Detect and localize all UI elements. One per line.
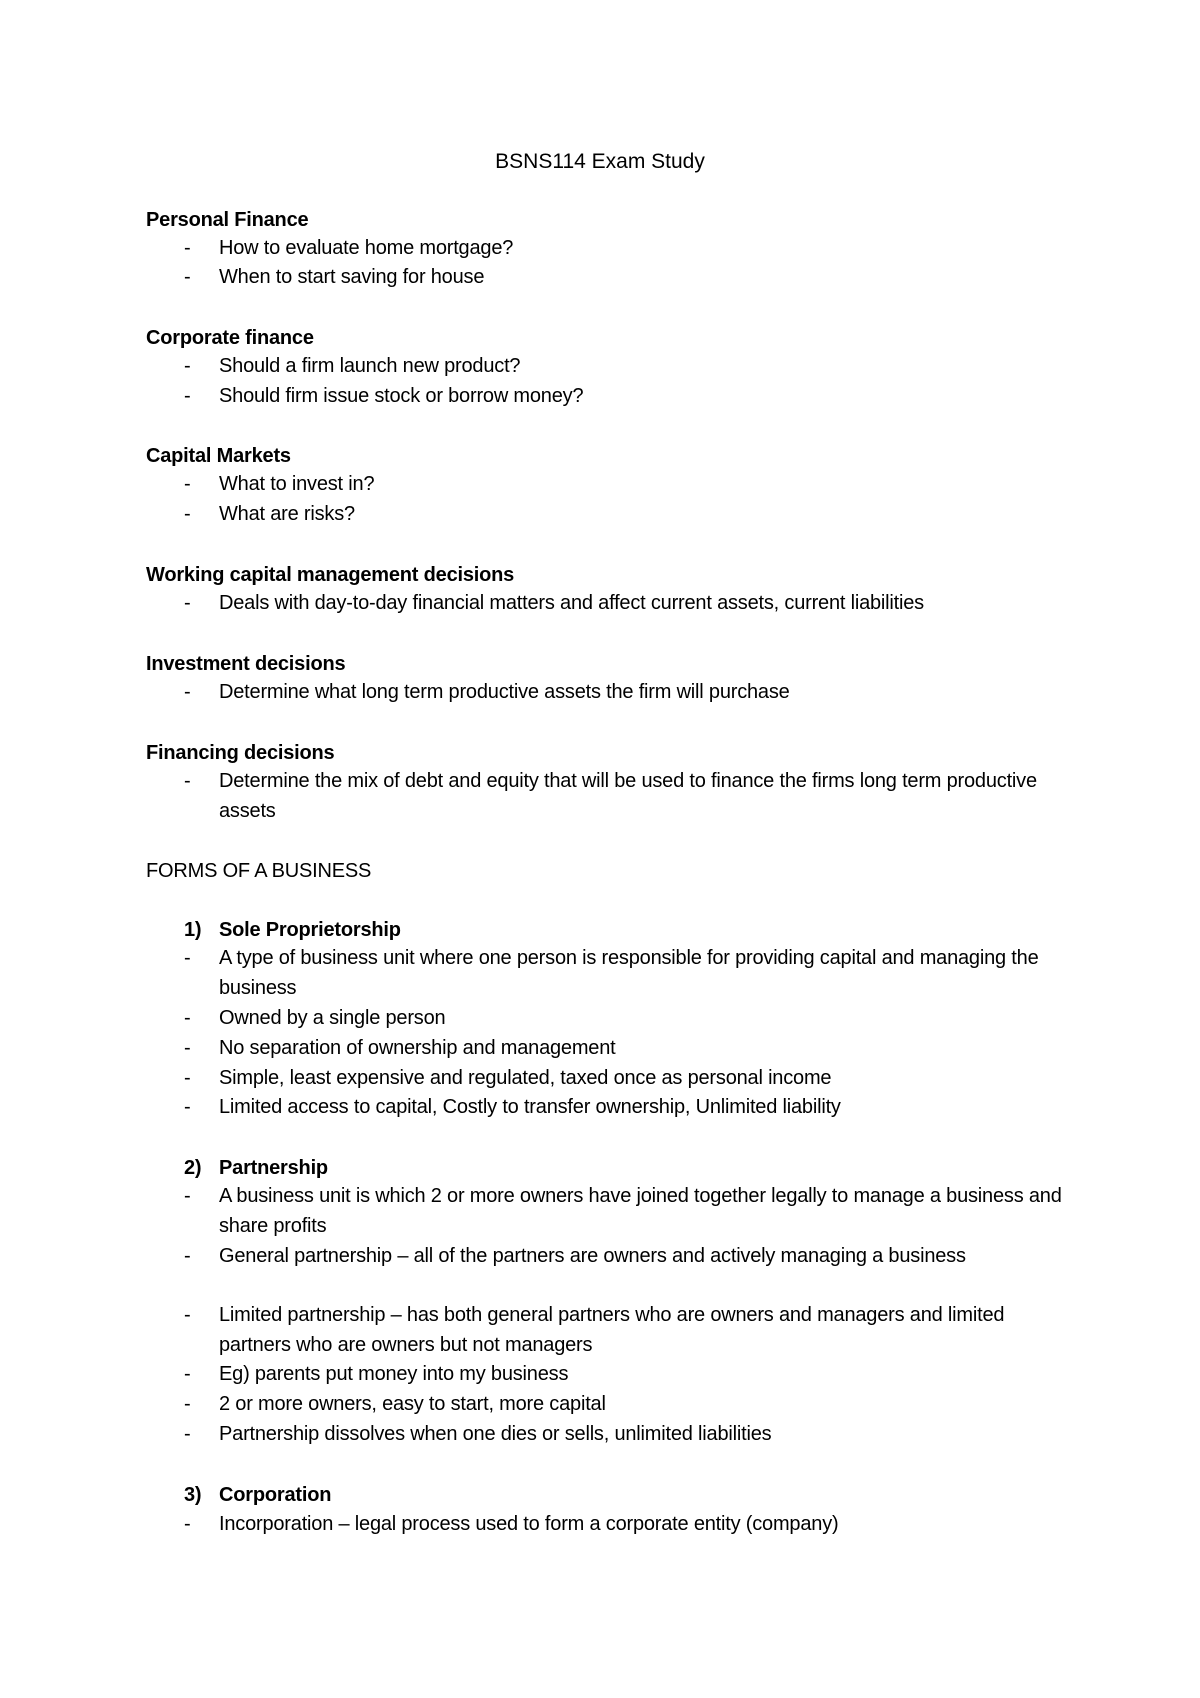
dash-bullet: - <box>184 1363 191 1385</box>
heading-working-capital: Working capital management decisions <box>146 564 515 586</box>
list-item <box>184 1064 1064 1094</box>
dash-bullet: - <box>184 1393 191 1415</box>
list-item <box>184 1034 1064 1064</box>
dash-bullet: - <box>184 237 191 259</box>
dash-bullet: - <box>184 681 191 703</box>
dash-bullet: - <box>184 473 191 495</box>
dash-bullet: - <box>184 503 191 525</box>
numbered-heading-text: Partnership <box>219 1157 328 1179</box>
list-item <box>184 589 1064 619</box>
dash-bullet: - <box>184 770 191 792</box>
list-item <box>184 352 1064 382</box>
list-item <box>184 263 1064 293</box>
list-item <box>184 1093 1064 1123</box>
dash-bullet: - <box>184 385 191 407</box>
list-item <box>184 944 1064 1003</box>
dash-bullet: - <box>184 1067 191 1089</box>
list-item-text: What are risks? <box>219 503 355 525</box>
list-number: 1) <box>184 919 202 941</box>
list-item-text: No separation of ownership and management <box>219 1037 616 1059</box>
list-item-text: A type of business unit where one person is responsible for providing capital and managing the business <box>219 947 1039 999</box>
list-item <box>184 500 1064 530</box>
list-item-text: Determine the mix of debt and equity that will be used to finance the firms long term productive assets <box>219 770 1037 822</box>
dash-bullet: - <box>184 1513 191 1535</box>
heading-personal-finance: Personal Finance <box>146 209 309 231</box>
list-item-text: What to invest in? <box>219 473 375 495</box>
dash-bullet: - <box>184 1096 191 1118</box>
list-item <box>184 1420 1064 1450</box>
dash-bullet: - <box>184 1423 191 1445</box>
heading-financing-decisions: Financing decisions <box>146 742 335 764</box>
numbered-heading-partnership <box>184 1154 328 1182</box>
list-item-text: 2 or more owners, easy to start, more capital <box>219 1393 606 1415</box>
heading-investment-decisions: Investment decisions <box>146 653 346 675</box>
list-item <box>184 1510 1064 1540</box>
numbered-heading-sole-proprietorship <box>184 916 401 944</box>
list-item <box>184 234 1064 264</box>
list-item <box>184 382 1064 412</box>
list-item-text: Simple, least expensive and regulated, taxed once as personal income <box>219 1067 832 1089</box>
list-item-text: Eg) parents put money into my business <box>219 1363 569 1385</box>
list-item-text: How to evaluate home mortgage? <box>219 237 514 259</box>
dash-bullet: - <box>184 1245 191 1267</box>
list-item-text: Should firm issue stock or borrow money? <box>219 385 584 407</box>
list-item-text: A business unit is which 2 or more owners have joined together legally to manage a business and share profits <box>219 1185 1062 1237</box>
list-item-text: Should a firm launch new product? <box>219 355 521 377</box>
dash-bullet: - <box>184 947 191 969</box>
list-item-text: Limited access to capital, Costly to transfer ownership, Unlimited liability <box>219 1096 841 1118</box>
heading-forms-of-business: FORMS OF A BUSINESS <box>146 860 372 882</box>
dash-bullet: - <box>184 1037 191 1059</box>
list-item-text: Partnership dissolves when one dies or sells, unlimited liabilities <box>219 1423 772 1445</box>
list-item <box>184 1390 1064 1420</box>
list-number: 3) <box>184 1484 202 1506</box>
list-item-text: When to start saving for house <box>219 266 485 288</box>
dash-bullet: - <box>184 355 191 377</box>
numbered-heading-text: Sole Proprietorship <box>219 919 401 941</box>
heading-capital-markets: Capital Markets <box>146 445 291 467</box>
list-item-text: Incorporation – legal process used to form a corporate entity (company) <box>219 1513 839 1535</box>
list-item-text: General partnership – all of the partners are owners and actively managing a business <box>219 1245 966 1267</box>
document-title: BSNS114 Exam Study <box>495 150 705 173</box>
dash-bullet: - <box>184 1185 191 1207</box>
dash-bullet: - <box>184 592 191 614</box>
dash-bullet: - <box>184 1007 191 1029</box>
list-item <box>184 1182 1064 1241</box>
list-item-text: Limited partnership – has both general partners who are owners and managers and limited partners who are owners but not managers <box>219 1304 1005 1356</box>
dash-bullet: - <box>184 1304 191 1326</box>
heading-corporate-finance: Corporate finance <box>146 327 314 349</box>
list-item <box>184 767 1064 826</box>
list-item-text: Owned by a single person <box>219 1007 446 1029</box>
list-item <box>184 1242 1064 1272</box>
list-item <box>184 1301 1064 1360</box>
numbered-heading-corporation <box>184 1481 331 1509</box>
list-item <box>184 1004 1064 1034</box>
list-item <box>184 470 1064 500</box>
list-number: 2) <box>184 1157 202 1179</box>
list-item <box>184 678 1064 708</box>
list-item-text: Deals with day-to-day financial matters and affect current assets, current liabilities <box>219 592 924 614</box>
dash-bullet: - <box>184 266 191 288</box>
numbered-heading-text: Corporation <box>219 1484 332 1506</box>
list-item <box>184 1360 1064 1390</box>
list-item-text: Determine what long term productive assets the firm will purchase <box>219 681 790 703</box>
